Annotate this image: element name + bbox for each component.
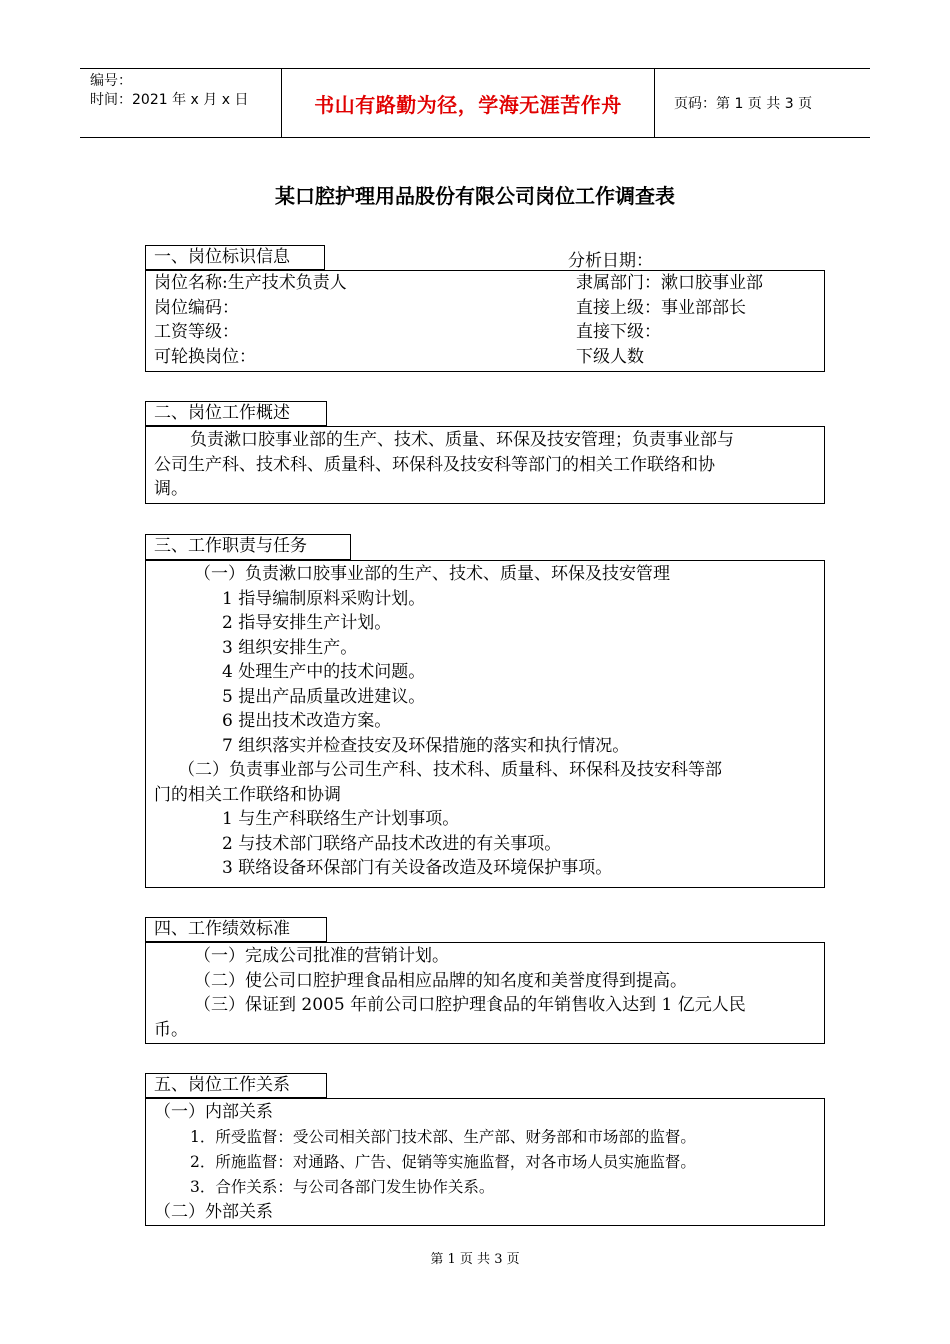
section3-box [145, 560, 825, 888]
section4-heading: 四、工作绩效标准 [145, 917, 327, 942]
section2-box [145, 426, 825, 504]
duty-item: 7 组织落实并检查技安及环保措施的落实和执行情况。 [222, 735, 630, 756]
position-name: 岗位名称:生产技术负责人 [154, 273, 347, 293]
salary-grade: 工资等级： [154, 322, 239, 342]
subordinate-count: 下级人数 [576, 346, 644, 367]
info-row [146, 320, 824, 345]
department: 隶属部门：漱口胶事业部 [576, 273, 763, 293]
performance-line: （二）使公司口腔护理食品相应品牌的知名度和美誉度得到提高。 [194, 970, 687, 991]
page-indicator: 页码：第 1 页 共 3 页 [674, 96, 813, 112]
relation-item: 1．所受监督：受公司相关部门技术部、生产部、财务部和市场部的监督。 [190, 1128, 696, 1146]
info-row [146, 345, 824, 370]
rotatable-position: 可轮换岗位： [154, 346, 256, 367]
position-code: 岗位编码： [154, 297, 239, 318]
duty-item: 2 与技术部门联络产品技术改进的有关事项。 [222, 833, 562, 854]
section3-heading: 三、工作职责与任务 [145, 534, 351, 560]
date-label: 时间：2021 年 x 月 x 日 [90, 92, 249, 108]
document-title: 某口腔护理用品股份有限公司岗位工作调查表 [275, 184, 675, 208]
number-label: 编号： [90, 73, 132, 89]
overview-line: 负责漱口胶事业部的生产、技术、质量、环保及技安管理；负责事业部与 [190, 430, 734, 450]
analysis-date-label: 分析日期： [568, 251, 653, 271]
info-row [146, 271, 824, 296]
section1-box [145, 270, 825, 372]
duty-item: 4 处理生产中的技术问题。 [222, 662, 426, 682]
direct-superior: 直接上级：事业部部长 [576, 297, 746, 318]
relation-item: 3．合作关系：与公司各部门发生协作关系。 [190, 1178, 495, 1196]
overview-line: 调。 [154, 479, 188, 499]
duty-item: 1 指导编制原料采购计划。 [222, 588, 426, 609]
overview-line: 公司生产科、技术科、质量科、环保科及技安科等部门的相关工作联络和协 [154, 454, 715, 475]
duty-item: 3 组织安排生产。 [222, 637, 358, 658]
relation-group-title: （一）内部关系 [154, 1102, 273, 1122]
section1-heading: 一、岗位标识信息 [145, 245, 325, 270]
header-meta [80, 69, 280, 137]
motto: 书山有路勤为径，学海无涯苦作舟 [281, 69, 655, 137]
document-header [80, 68, 870, 138]
performance-line: （三）保证到 2005 年前公司口腔护理食品的年销售收入达到 1 亿元人民 [194, 995, 746, 1015]
duty-item: 3 联络设备环保部门有关设备改造及环境保护事项。 [222, 858, 613, 878]
section5-heading: 五、岗位工作关系 [145, 1073, 327, 1098]
duty-item: 6 提出技术改造方案。 [222, 711, 392, 731]
section2-heading: 二、岗位工作概述 [145, 401, 327, 426]
info-row [146, 296, 824, 321]
page-footer: 第 1 页 共 3 页 [430, 1252, 520, 1267]
duty-item: 1 与生产科联络生产计划事项。 [222, 809, 460, 829]
duty-item: 5 提出产品质量改进建议。 [222, 686, 426, 707]
performance-line: 币。 [154, 1019, 188, 1040]
section4-box [145, 942, 825, 1044]
section5-box [145, 1098, 825, 1226]
relation-group-title: （二）外部关系 [154, 1202, 273, 1222]
relation-item: 2．所施监督：对通路、广告、促销等实施监督，对各市场人员实施监督。 [190, 1153, 696, 1171]
duty-group-title: （一）负责漱口胶事业部的生产、技术、质量、环保及技安管理 [194, 564, 670, 584]
direct-subordinate: 直接下级： [576, 322, 661, 342]
duty-group-title-cont: 门的相关工作联络和协调 [154, 784, 341, 805]
duty-group-title: （二）负责事业部与公司生产科、技术科、质量科、环保科及技安科等部 [178, 760, 722, 780]
performance-line: （一）完成公司批准的营销计划。 [194, 946, 449, 966]
duty-item: 2 指导安排生产计划。 [222, 613, 392, 633]
